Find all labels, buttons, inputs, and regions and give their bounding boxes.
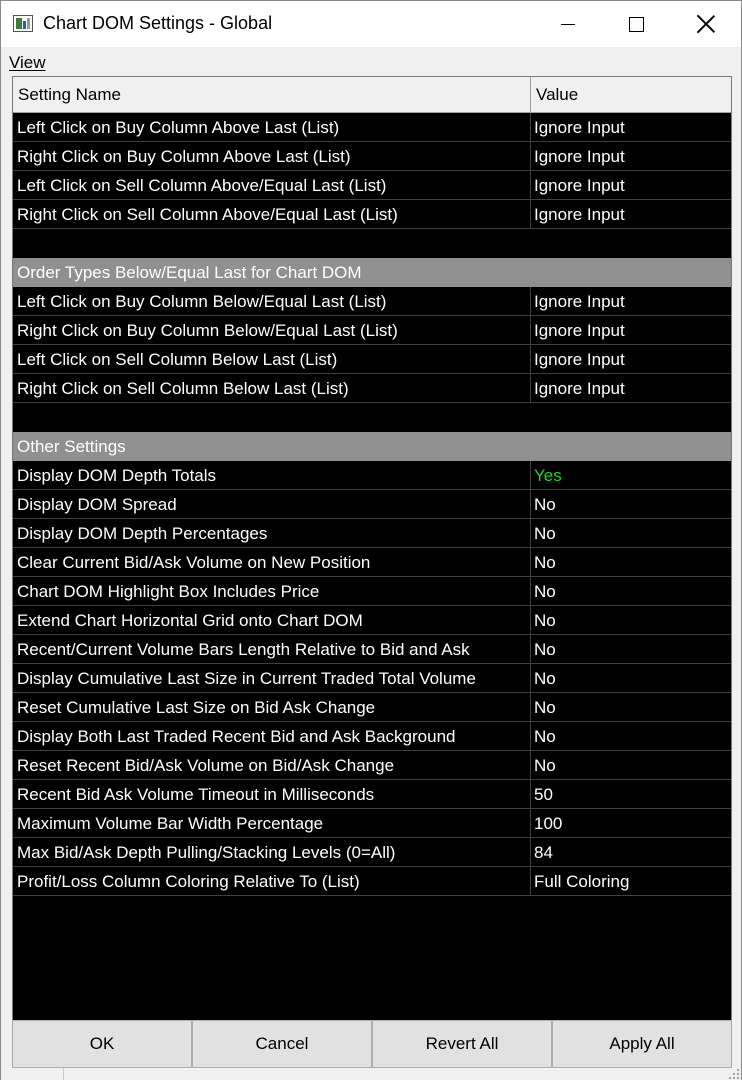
setting-row[interactable]	[13, 200, 731, 229]
window-title: Chart DOM Settings - Global	[43, 13, 273, 33]
setting-row[interactable]	[13, 751, 731, 780]
setting-row[interactable]	[13, 780, 731, 809]
grid-header	[13, 77, 731, 113]
button-bar	[12, 1020, 732, 1068]
setting-value[interactable]: Ignore Input	[534, 350, 625, 369]
setting-row[interactable]	[13, 519, 731, 548]
resize-grip-icon[interactable]	[729, 1069, 739, 1079]
settings-grid[interactable]	[12, 76, 732, 1021]
setting-name: Right Click on Sell Column Below Last (List)	[13, 374, 531, 402]
setting-name: Extend Chart Horizontal Grid onto Chart DOM	[13, 606, 531, 634]
setting-value[interactable]: No	[534, 553, 556, 572]
setting-row[interactable]	[13, 635, 731, 664]
setting-value[interactable]: Yes	[534, 466, 562, 485]
setting-row[interactable]	[13, 838, 731, 867]
setting-name: Left Click on Sell Column Below Last (List)	[13, 345, 531, 373]
setting-name: Right Click on Buy Column Below/Equal Last (List)	[13, 316, 531, 344]
setting-name: Left Click on Buy Column Below/Equal Last (List)	[13, 287, 531, 315]
setting-value[interactable]: 100	[534, 814, 563, 833]
setting-name: Maximum Volume Bar Width Percentage	[13, 809, 531, 837]
setting-value[interactable]: Ignore Input	[534, 118, 625, 137]
section-header-label: Order Types Below/Equal Last for Chart DOM	[17, 263, 362, 282]
section-header-label: Other Settings	[17, 437, 126, 456]
setting-name: Max Bid/Ask Depth Pulling/Stacking Levels (0=All)	[13, 838, 531, 866]
menu-bar	[1, 47, 741, 75]
setting-name: Right Click on Sell Column Above/Equal Last (List)	[13, 200, 531, 228]
cancel-button[interactable]: Cancel	[192, 1020, 372, 1068]
minimize-icon	[561, 24, 575, 25]
revert-all-button[interactable]: Revert All	[372, 1020, 552, 1068]
setting-value[interactable]: No	[534, 495, 556, 514]
blank-row	[13, 229, 731, 258]
setting-name: Reset Cumulative Last Size on Bid Ask Change	[13, 693, 531, 721]
setting-row[interactable]	[13, 809, 731, 838]
setting-name: Recent Bid Ask Volume Timeout in Milliseconds	[13, 780, 531, 808]
setting-name: Display DOM Spread	[13, 490, 531, 518]
close-icon	[697, 15, 715, 33]
setting-value[interactable]: Ignore Input	[534, 292, 625, 311]
setting-value[interactable]: No	[534, 727, 556, 746]
setting-value[interactable]: Ignore Input	[534, 321, 625, 340]
setting-row[interactable]	[13, 461, 731, 490]
setting-value[interactable]: Ignore Input	[534, 379, 625, 398]
setting-value[interactable]: No	[534, 756, 556, 775]
setting-value[interactable]: No	[534, 582, 556, 601]
setting-name: Right Click on Buy Column Above Last (List)	[13, 142, 531, 170]
minimize-button[interactable]	[539, 1, 597, 47]
setting-name: Display Both Last Traded Recent Bid and Ask Background	[13, 722, 531, 750]
setting-value[interactable]: 50	[534, 785, 553, 804]
setting-row[interactable]	[13, 577, 731, 606]
maximize-button[interactable]	[607, 1, 665, 47]
setting-row[interactable]	[13, 548, 731, 577]
setting-value[interactable]: Ignore Input	[534, 205, 625, 224]
setting-value[interactable]: No	[534, 669, 556, 688]
setting-row[interactable]	[13, 287, 731, 316]
setting-row[interactable]	[13, 693, 731, 722]
column-header-value[interactable]: Value	[536, 85, 579, 104]
setting-name: Chart DOM Highlight Box Includes Price	[13, 577, 531, 605]
ok-button[interactable]: OK	[12, 1020, 192, 1068]
setting-row[interactable]	[13, 606, 731, 635]
maximize-icon	[629, 17, 644, 32]
setting-name: Reset Recent Bid/Ask Volume on Bid/Ask Change	[13, 751, 531, 779]
section-header	[13, 258, 731, 287]
setting-name: Left Click on Buy Column Above Last (List)	[13, 113, 531, 141]
setting-row[interactable]	[13, 113, 731, 142]
setting-name: Clear Current Bid/Ask Volume on New Position	[13, 548, 531, 576]
close-button[interactable]	[677, 1, 735, 47]
setting-value[interactable]: No	[534, 698, 556, 717]
status-segment	[63, 1068, 741, 1080]
setting-row[interactable]	[13, 345, 731, 374]
menu-view[interactable]: View	[9, 53, 46, 72]
setting-value[interactable]: No	[534, 640, 556, 659]
setting-value[interactable]: Ignore Input	[534, 147, 625, 166]
title-bar[interactable]	[1, 1, 741, 47]
setting-name: Profit/Loss Column Coloring Relative To (List)	[13, 867, 531, 895]
setting-name: Recent/Current Volume Bars Length Relative to Bid and Ask	[13, 635, 531, 663]
setting-value[interactable]: Full Coloring	[534, 872, 630, 891]
setting-value[interactable]: 84	[534, 843, 553, 862]
setting-row[interactable]	[13, 490, 731, 519]
setting-name: Display Cumulative Last Size in Current Traded Total Volume	[13, 664, 531, 692]
apply-all-button[interactable]: Apply All	[552, 1020, 732, 1068]
setting-row[interactable]	[13, 142, 731, 171]
setting-name: Left Click on Sell Column Above/Equal Last (List)	[13, 171, 531, 199]
setting-row[interactable]	[13, 316, 731, 345]
setting-name: Display DOM Depth Percentages	[13, 519, 531, 547]
section-header	[13, 432, 731, 461]
setting-value[interactable]: No	[534, 611, 556, 630]
setting-value[interactable]: No	[534, 524, 556, 543]
setting-row[interactable]	[13, 374, 731, 403]
setting-row[interactable]	[13, 664, 731, 693]
setting-row[interactable]	[13, 171, 731, 200]
setting-value[interactable]: Ignore Input	[534, 176, 625, 195]
setting-name: Display DOM Depth Totals	[13, 461, 531, 489]
chart-app-icon	[13, 15, 33, 32]
blank-row	[13, 403, 731, 432]
setting-row[interactable]	[13, 722, 731, 751]
column-header-setting-name[interactable]: Setting Name	[13, 77, 531, 112]
setting-row[interactable]	[13, 867, 731, 896]
status-bar	[1, 1068, 741, 1080]
